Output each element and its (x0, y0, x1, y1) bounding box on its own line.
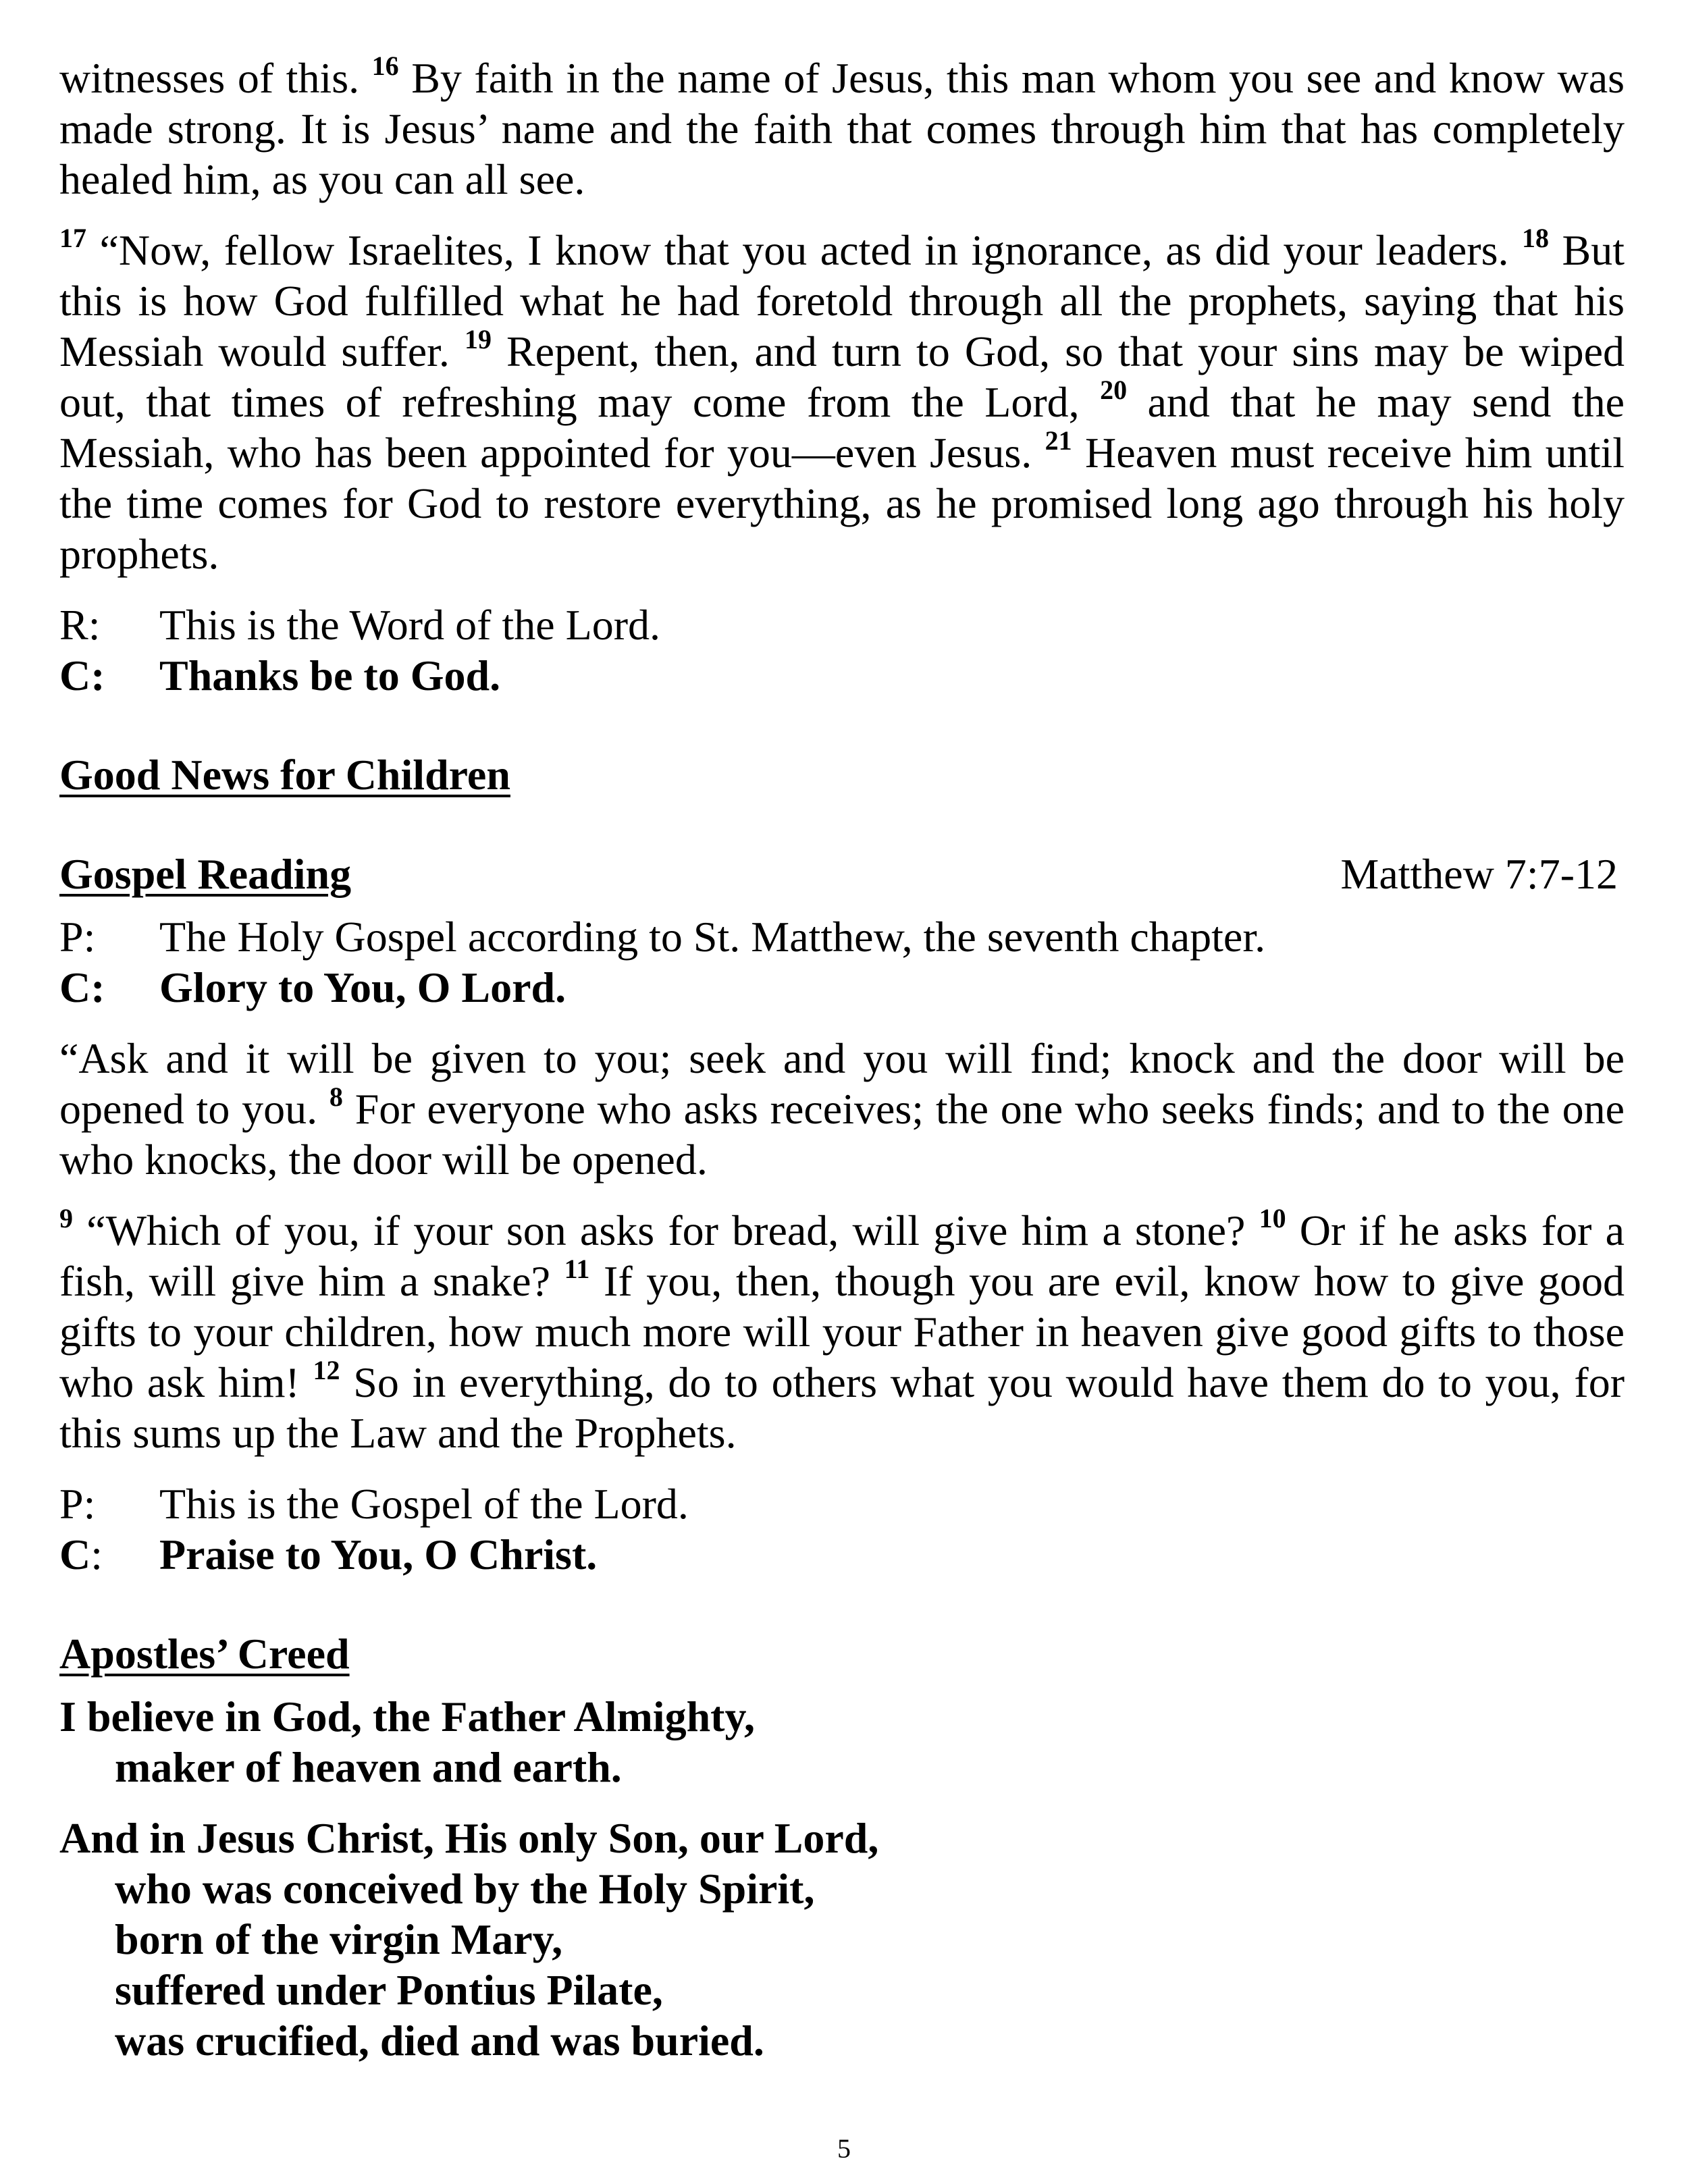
creed-line: suffered under Pontius Pilate, (115, 1966, 663, 2014)
section-heading-children: Good News for Children (59, 751, 510, 799)
verse-number: 11 (564, 1254, 590, 1284)
gospel-text: For everyone who asks receives; the one who seeks finds; and to the one who knocks, the door will be opened. (59, 1085, 1625, 1183)
creed-line: And in Jesus Christ, His only Son, our Lord, (59, 1814, 879, 1862)
reading-text: Heaven must receive him until the time comes for God to restore everything, as he promised long ago through his holy prophets. (59, 429, 1625, 578)
gospel-text: “Which of you, if your son asks for bread, will give him a stone? (73, 1206, 1259, 1254)
pastor-text: This is the Gospel of the Lord. (159, 1480, 689, 1528)
verse-number: 10 (1259, 1203, 1286, 1233)
creed-line: born of the virgin Mary, (115, 1915, 563, 1963)
reader-response (59, 600, 1625, 650)
reading-paragraph-1 (59, 53, 1625, 205)
congregation-text: Praise to You, O Christ. (159, 1530, 598, 1578)
verse-number: 12 (313, 1355, 340, 1385)
gospel-text: Or if he asks for a fish, will give him a snake? (59, 1206, 1625, 1305)
gospel-paragraph-2 (59, 1205, 1625, 1458)
congregation-label: C: (59, 1530, 103, 1578)
congregation-response (59, 962, 1625, 1013)
verse-number: 20 (1100, 375, 1128, 405)
reading-text: witnesses of this. (59, 54, 372, 102)
reading-text: “Now, fellow Israelites, I know that you acted in ignorance, as did your leaders. (86, 226, 1523, 274)
verse-number: 16 (371, 51, 399, 81)
verse-number: 17 (59, 223, 86, 253)
reading-text: By faith in the name of Jesus, this man whom you see and know was made strong. It is Jesus’ name and the faith that comes through him that has completely healed him, as you can all see. (59, 54, 1625, 203)
page-content (59, 53, 1625, 2066)
pastor-response (59, 1479, 1625, 1529)
gospel-text: “Ask and it will be given to you; seek and you will find; knock and the door will be opened to you. (59, 1034, 1625, 1133)
congregation-response (59, 1529, 1625, 1580)
congregation-text: Glory to You, O Lord. (159, 963, 566, 1011)
reading-paragraph-2 (59, 225, 1625, 579)
pastor-label: P: (59, 1480, 96, 1528)
congregation-label: C: (59, 963, 105, 1011)
congregation-text: Thanks be to God. (159, 651, 501, 699)
gospel-text: If you, then, though you are evil, know how to give good gifts to your children, how much more will your Father in heaven give good gifts to those who ask him! (59, 1257, 1625, 1406)
reader-label: R: (59, 601, 101, 649)
creed-line: I believe in God, the Father Almighty, (59, 1693, 755, 1740)
reader-text: This is the Word of the Lord. (159, 601, 660, 649)
pastor-label: P: (59, 913, 96, 961)
page-number: 5 (837, 2133, 851, 2164)
verse-number: 9 (59, 1203, 73, 1233)
verse-number: 21 (1045, 425, 1072, 456)
creed-line: was crucified, died and was buried. (115, 2017, 764, 2065)
section-heading-gospel: Gospel Reading (59, 850, 352, 898)
verse-number: 8 (329, 1082, 343, 1112)
creed-line: who was conceived by the Holy Spirit, (115, 1865, 815, 1913)
verse-number: 18 (1522, 223, 1550, 253)
pastor-announcement (59, 911, 1625, 962)
reading-text: and that he may send the Messiah, who has been appointed for you—even Jesus. (59, 378, 1625, 477)
congregation-label: C: (59, 651, 105, 699)
congregation-response (59, 650, 1625, 701)
pastor-text: The Holy Gospel according to St. Matthew, the seventh chapter. (159, 913, 1266, 961)
section-heading-creed: Apostles’ Creed (59, 1630, 350, 1678)
gospel-text: So in everything, do to others what you would have them do to you, for this sums up the Law and the Prophets. (59, 1358, 1625, 1457)
gospel-heading-row (59, 849, 1625, 899)
creed-line: maker of heaven and earth. (115, 1743, 622, 1791)
reading-text: Repent, then, and turn to God, so that your sins may be wiped out, that times of refreshing may come from the Lord, (59, 327, 1625, 426)
reading-text: But this is how God fulfilled what he had foretold through all the prophets, saying that his Messiah would suffer. (59, 226, 1625, 375)
verse-number: 19 (464, 324, 492, 354)
scripture-reference: Matthew 7:7-12 (1340, 850, 1618, 898)
gospel-paragraph-1 (59, 1033, 1625, 1185)
